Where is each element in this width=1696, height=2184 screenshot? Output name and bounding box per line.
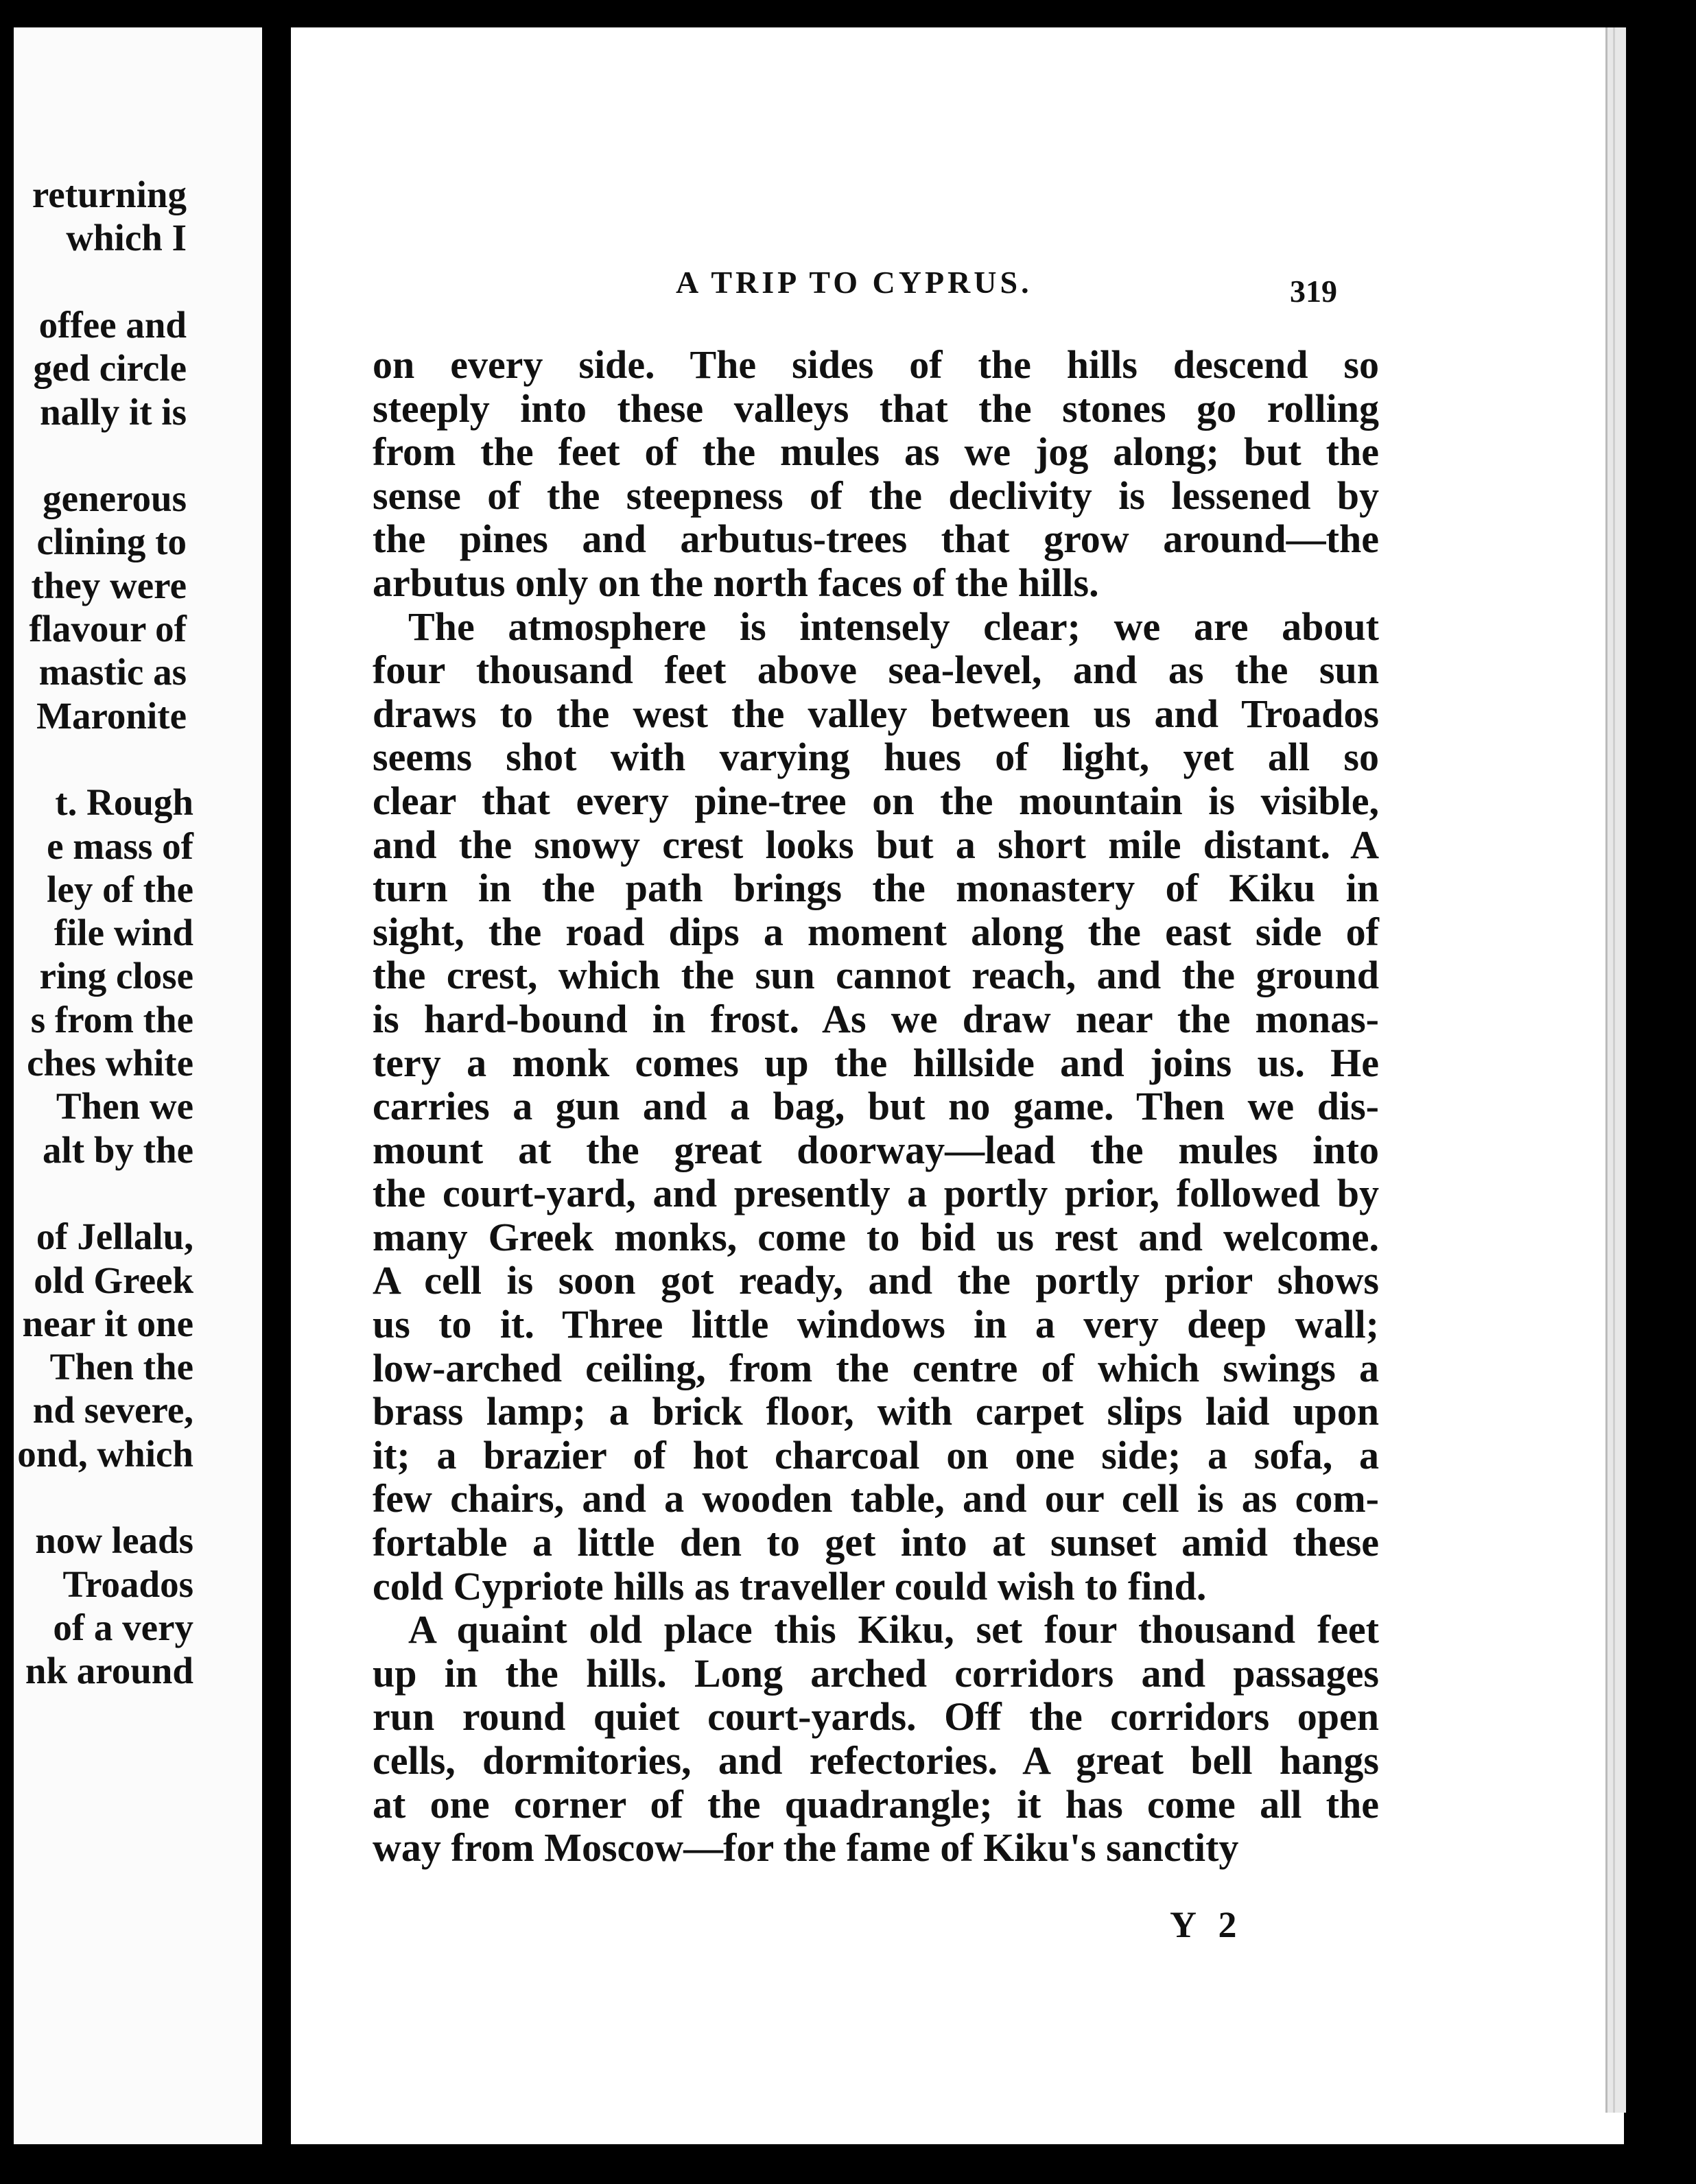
running-head: A TRIP TO CYPRUS.: [676, 265, 1033, 300]
left-page-line: t. Rough: [55, 781, 193, 824]
body-text-line: cells, dormitories, and refectories. A great bell hangs: [373, 1738, 1379, 1783]
scan-frame-left: [0, 0, 14, 2184]
previous-page-fragment: [14, 27, 262, 2144]
left-page-line: offee and: [38, 303, 187, 346]
page-body-text: [373, 343, 1379, 1870]
body-text-line: clear that every pine-tree on the mountain is visible,: [373, 778, 1379, 823]
left-page-line: they were: [31, 564, 187, 606]
left-page-line: returning: [32, 174, 187, 215]
body-text-line: from the feet of the mules as we jog along; but the: [373, 429, 1379, 475]
body-text-line: carries a gun and a bag, but no game. Then we dis-: [373, 1084, 1379, 1129]
left-page-line: s from the: [30, 998, 193, 1041]
page-edge-stack: [1605, 27, 1626, 2113]
body-text-line: tery a monk comes up the hillside and joins us. He: [373, 1040, 1379, 1085]
body-text-line: draws to the west the valley between us and Troados: [373, 691, 1379, 736]
left-page-line: alt by the: [43, 1128, 193, 1171]
page-number: 319: [1290, 274, 1337, 309]
body-text-line: run round quiet court-yards. Off the corridors open: [373, 1694, 1379, 1740]
left-page-line: Then the: [49, 1346, 193, 1388]
left-page-line: file wind: [54, 912, 193, 954]
body-text-line: sight, the road dips a moment along the east side of: [373, 909, 1379, 954]
body-text-line: A quaint old place this Kiku, set four thousand feet: [408, 1607, 1379, 1652]
body-text-line: many Greek monks, come to bid us rest and welcome.: [373, 1214, 1379, 1259]
body-text-line: sense of the steepness of the declivity is lessened by: [373, 473, 1379, 518]
scan-frame-right: [1624, 0, 1696, 2184]
body-text-line: on every side. The sides of the hills descend so: [373, 342, 1379, 387]
body-text-line: The atmosphere is intensely clear; we are about: [408, 604, 1379, 649]
body-text-line: the court-yard, and presently a portly prior, followed by: [373, 1171, 1379, 1216]
body-text-line: up in the hills. Long arched corridors and passages: [373, 1650, 1379, 1696]
body-text-line: us to it. Three little windows in a very deep wall;: [373, 1302, 1379, 1347]
body-text-line: fortable a little den to get into at sunset amid these: [373, 1520, 1379, 1565]
body-text-line: turn in the path brings the monastery of Kiku in: [373, 866, 1379, 911]
body-text-line: mount at the great doorway—lead the mules into: [373, 1127, 1379, 1172]
left-page-line: e mass of: [47, 824, 193, 867]
left-page-line: nally it is: [40, 390, 187, 433]
body-text-line: brass lamp; a brick floor, with carpet slips laid upon: [373, 1389, 1379, 1434]
left-page-line: nk around: [25, 1650, 193, 1692]
left-page-line: of Jellalu,: [36, 1215, 193, 1258]
left-page-line: Maronite: [36, 694, 187, 737]
signature-mark: Y 2: [1170, 1904, 1244, 1945]
left-page-line: now leads: [35, 1519, 193, 1562]
body-text-line: arbutus only on the north faces of the hills.: [373, 560, 1099, 605]
body-text-line: and the snowy crest looks but a short mile distant. A: [373, 822, 1379, 867]
body-text-line: cold Cypriote hills as traveller could wish to find.: [373, 1563, 1207, 1609]
left-page-line: flavour of: [29, 608, 187, 650]
left-page-line: mastic as: [38, 651, 187, 693]
left-page-line: Troados: [62, 1563, 193, 1605]
body-text-line: is hard-bound in frost. As we draw near the monas-: [373, 996, 1379, 1041]
left-page-line: near it one: [22, 1302, 193, 1344]
left-page-line: old Greek: [34, 1259, 193, 1301]
left-page-line: ley of the: [47, 868, 193, 910]
left-page-line: ged circle: [33, 347, 187, 390]
body-text-line: steeply into these valleys that the stones go rolling: [373, 385, 1379, 431]
body-text-line: it; a brazier of hot charcoal on one side; a sofa, a: [373, 1432, 1379, 1477]
left-page-line: ring close: [39, 955, 193, 997]
left-page-line: clining to: [36, 521, 187, 563]
left-page-line: nd severe,: [32, 1389, 193, 1432]
left-page-line: Then we: [56, 1085, 193, 1128]
body-text-line: way from Moscow—for the fame of Kiku's sanctity: [373, 1825, 1239, 1871]
scan-frame-bottom: [0, 2144, 1696, 2184]
left-page-line: generous: [43, 477, 187, 520]
body-text-line: the crest, which the sun cannot reach, and the ground: [373, 953, 1379, 998]
body-text-line: four thousand feet above sea-level, and as the sun: [373, 648, 1379, 693]
left-page-line: ches white: [27, 1042, 193, 1084]
body-text-line: the pines and arbutus-trees that grow around—the: [373, 517, 1379, 562]
body-text-line: low-arched ceiling, from the centre of which swings a: [373, 1345, 1379, 1390]
book-gutter: [262, 0, 291, 2184]
body-text-line: A cell is soon got ready, and the portly prior shows: [373, 1258, 1379, 1303]
body-text-line: seems shot with varying hues of light, yet all so: [373, 735, 1379, 780]
left-page-line: which I: [66, 217, 187, 259]
body-text-line: few chairs, and a wooden table, and our cell is as com-: [373, 1476, 1379, 1521]
left-page-line: of a very: [53, 1606, 193, 1648]
scan-frame-top: [0, 0, 1696, 27]
left-page-line: ond, which: [17, 1432, 193, 1475]
body-text-line: at one corner of the quadrangle; it has come all the: [373, 1781, 1379, 1827]
